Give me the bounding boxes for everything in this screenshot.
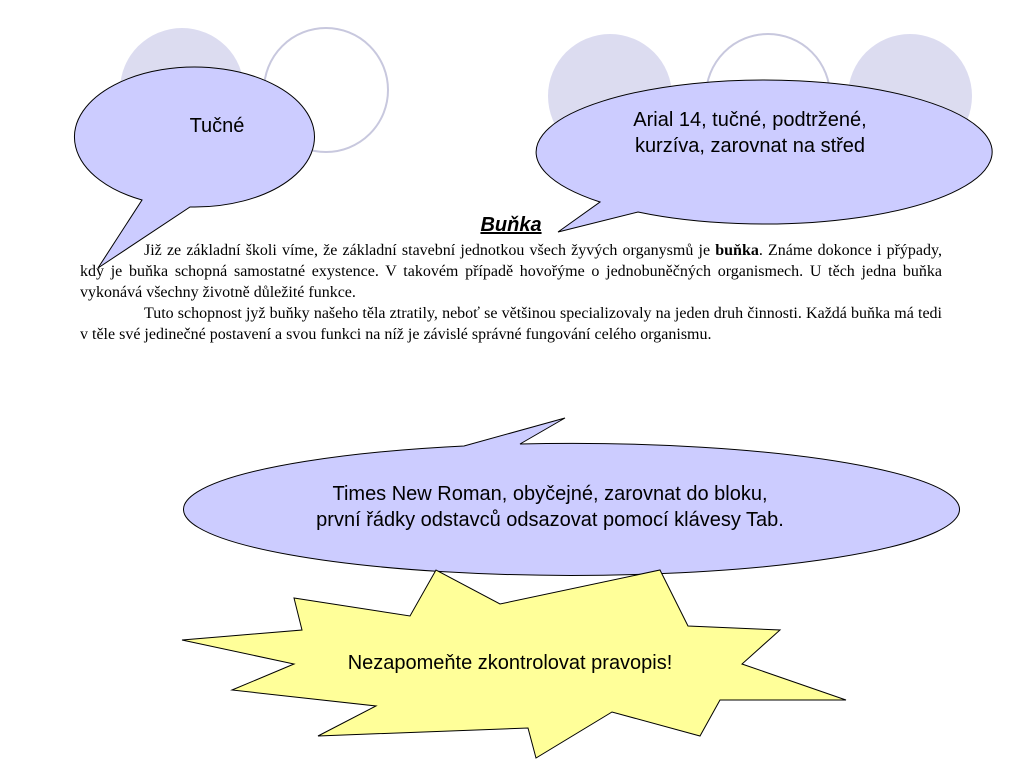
callout-body-format [200, 481, 900, 533]
paragraph-1-text-before: Již ze základní školi víme, že základní stavební jednotkou všech žyvých organysmů je [144, 242, 716, 259]
paragraph-1-text-after: . Známe dokonce i přýpady, kdy je buňka schopná samostatné exystence. V takovém případě hovořýme o jednobuněčných organismech. U těch jedna buňka vykonává všechny životně důležité funkce. [80, 242, 942, 301]
callout-bold [152, 113, 282, 139]
callout-body-format-line1: Times New Roman, obyčejné, zarovnat do bloku, [332, 483, 768, 505]
document-excerpt [80, 212, 942, 345]
document-paragraph-2: Tuto schopnost jyž buňky našeho těla ztratily, neboť se většinou specializovaly na jeden druh činnosti. Každá buňka má tedi v těle své jedinečné postavení a svou funkci na níž je závislé správné fungování celého organismu. [80, 305, 942, 343]
document-paragraph-1 [80, 240, 942, 303]
spellcheck-reminder-label: Nezapomeňte zkontrolovat pravopis! [347, 652, 673, 674]
paragraph-1-bold-word: buňka [715, 242, 759, 259]
spellcheck-reminder [270, 650, 750, 676]
callout-title-format [560, 107, 940, 159]
callout-title-format-line2: kurzíva, zarovnat na střed [634, 135, 866, 157]
callout-body-format-line2: první řádky odstavců odsazovat pomocí klávesy Tab. [316, 509, 784, 531]
callout-title-format-line1: Arial 14, tučné, podtržené, [633, 109, 867, 131]
document-title: Buňka [480, 214, 542, 236]
callout-bold-label: Tučné [189, 115, 245, 137]
